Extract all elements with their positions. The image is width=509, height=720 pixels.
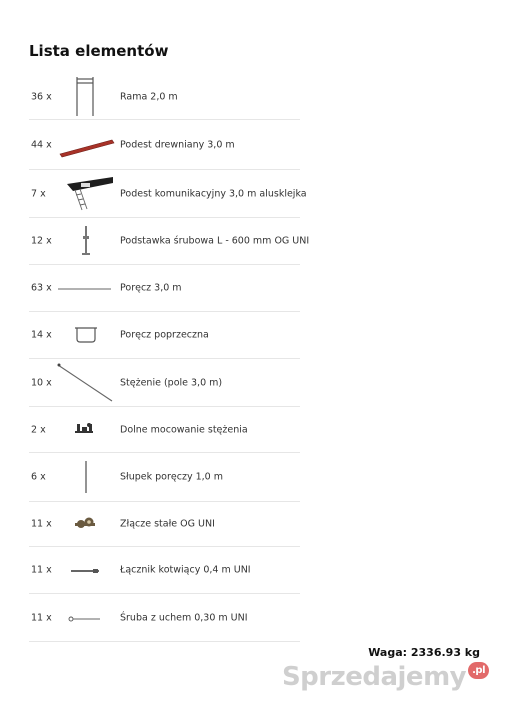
item-quantity: 2 x <box>31 424 46 435</box>
item-quantity: 10 x <box>31 377 52 388</box>
item-name: Poręcz 3,0 m <box>120 282 182 294</box>
item-quantity: 11 x <box>31 518 52 530</box>
guardrail-icon <box>55 265 115 311</box>
list-item <box>29 502 300 547</box>
total-weight: Waga: 2336.93 kg <box>368 646 480 659</box>
list-item <box>29 265 300 312</box>
item-quantity: 11 x <box>31 612 52 623</box>
coupler-icon <box>55 502 115 546</box>
list-item <box>29 453 300 502</box>
item-quantity: 11 x <box>31 564 52 576</box>
end-guardrail-icon <box>55 312 115 358</box>
item-name: Podest komunikacyjny 3,0 m alusklejka <box>120 188 307 199</box>
brace-icon <box>55 359 115 406</box>
list-item <box>29 547 300 594</box>
list-item <box>29 170 307 218</box>
screw-jack-icon <box>55 218 115 264</box>
eye-bolt-icon <box>55 594 115 641</box>
list-item <box>29 407 300 453</box>
item-name: Dolne mocowanie stężenia <box>120 424 248 435</box>
item-quantity: 36 x <box>31 91 52 102</box>
watermark-logo <box>282 662 489 692</box>
item-name: Śruba z uchem 0,30 m UNI <box>120 612 248 623</box>
list-item <box>29 120 300 170</box>
item-name: Rama 2,0 m <box>120 91 178 102</box>
item-name: Podest drewniany 3,0 m <box>120 139 235 150</box>
page-title: Lista elementów <box>29 42 169 60</box>
frame-icon <box>55 74 115 119</box>
item-name: Stężenie (pole 3,0 m) <box>120 377 223 388</box>
item-name: Podstawka śrubowa L - 600 mm OG UNI <box>120 235 310 247</box>
list-item <box>29 594 300 642</box>
item-name: Poręcz poprzeczna <box>120 329 209 341</box>
list-item <box>29 218 310 265</box>
item-quantity: 44 x <box>31 139 52 150</box>
list-item <box>29 359 300 407</box>
list-item <box>29 74 300 120</box>
item-quantity: 6 x <box>31 471 46 483</box>
item-name: Łącznik kotwiący 0,4 m UNI <box>120 564 251 576</box>
ladder-deck-icon <box>55 170 115 217</box>
item-quantity: 12 x <box>31 235 52 247</box>
item-quantity: 7 x <box>31 188 46 199</box>
watermark-badge: .pl <box>468 662 489 679</box>
item-quantity: 63 x <box>31 282 52 294</box>
item-name: Słupek poręczy 1,0 m <box>120 471 223 483</box>
watermark-text: Sprzedajemy <box>281 662 467 692</box>
anchor-tube-icon <box>55 547 115 593</box>
list-item <box>29 312 300 359</box>
element-list <box>29 74 310 642</box>
brace-clamp-icon <box>55 407 115 452</box>
rail-post-icon <box>55 453 115 501</box>
wooden-deck-icon <box>55 120 115 169</box>
item-quantity: 14 x <box>31 329 52 341</box>
item-name: Złącze stałe OG UNI <box>120 518 215 530</box>
